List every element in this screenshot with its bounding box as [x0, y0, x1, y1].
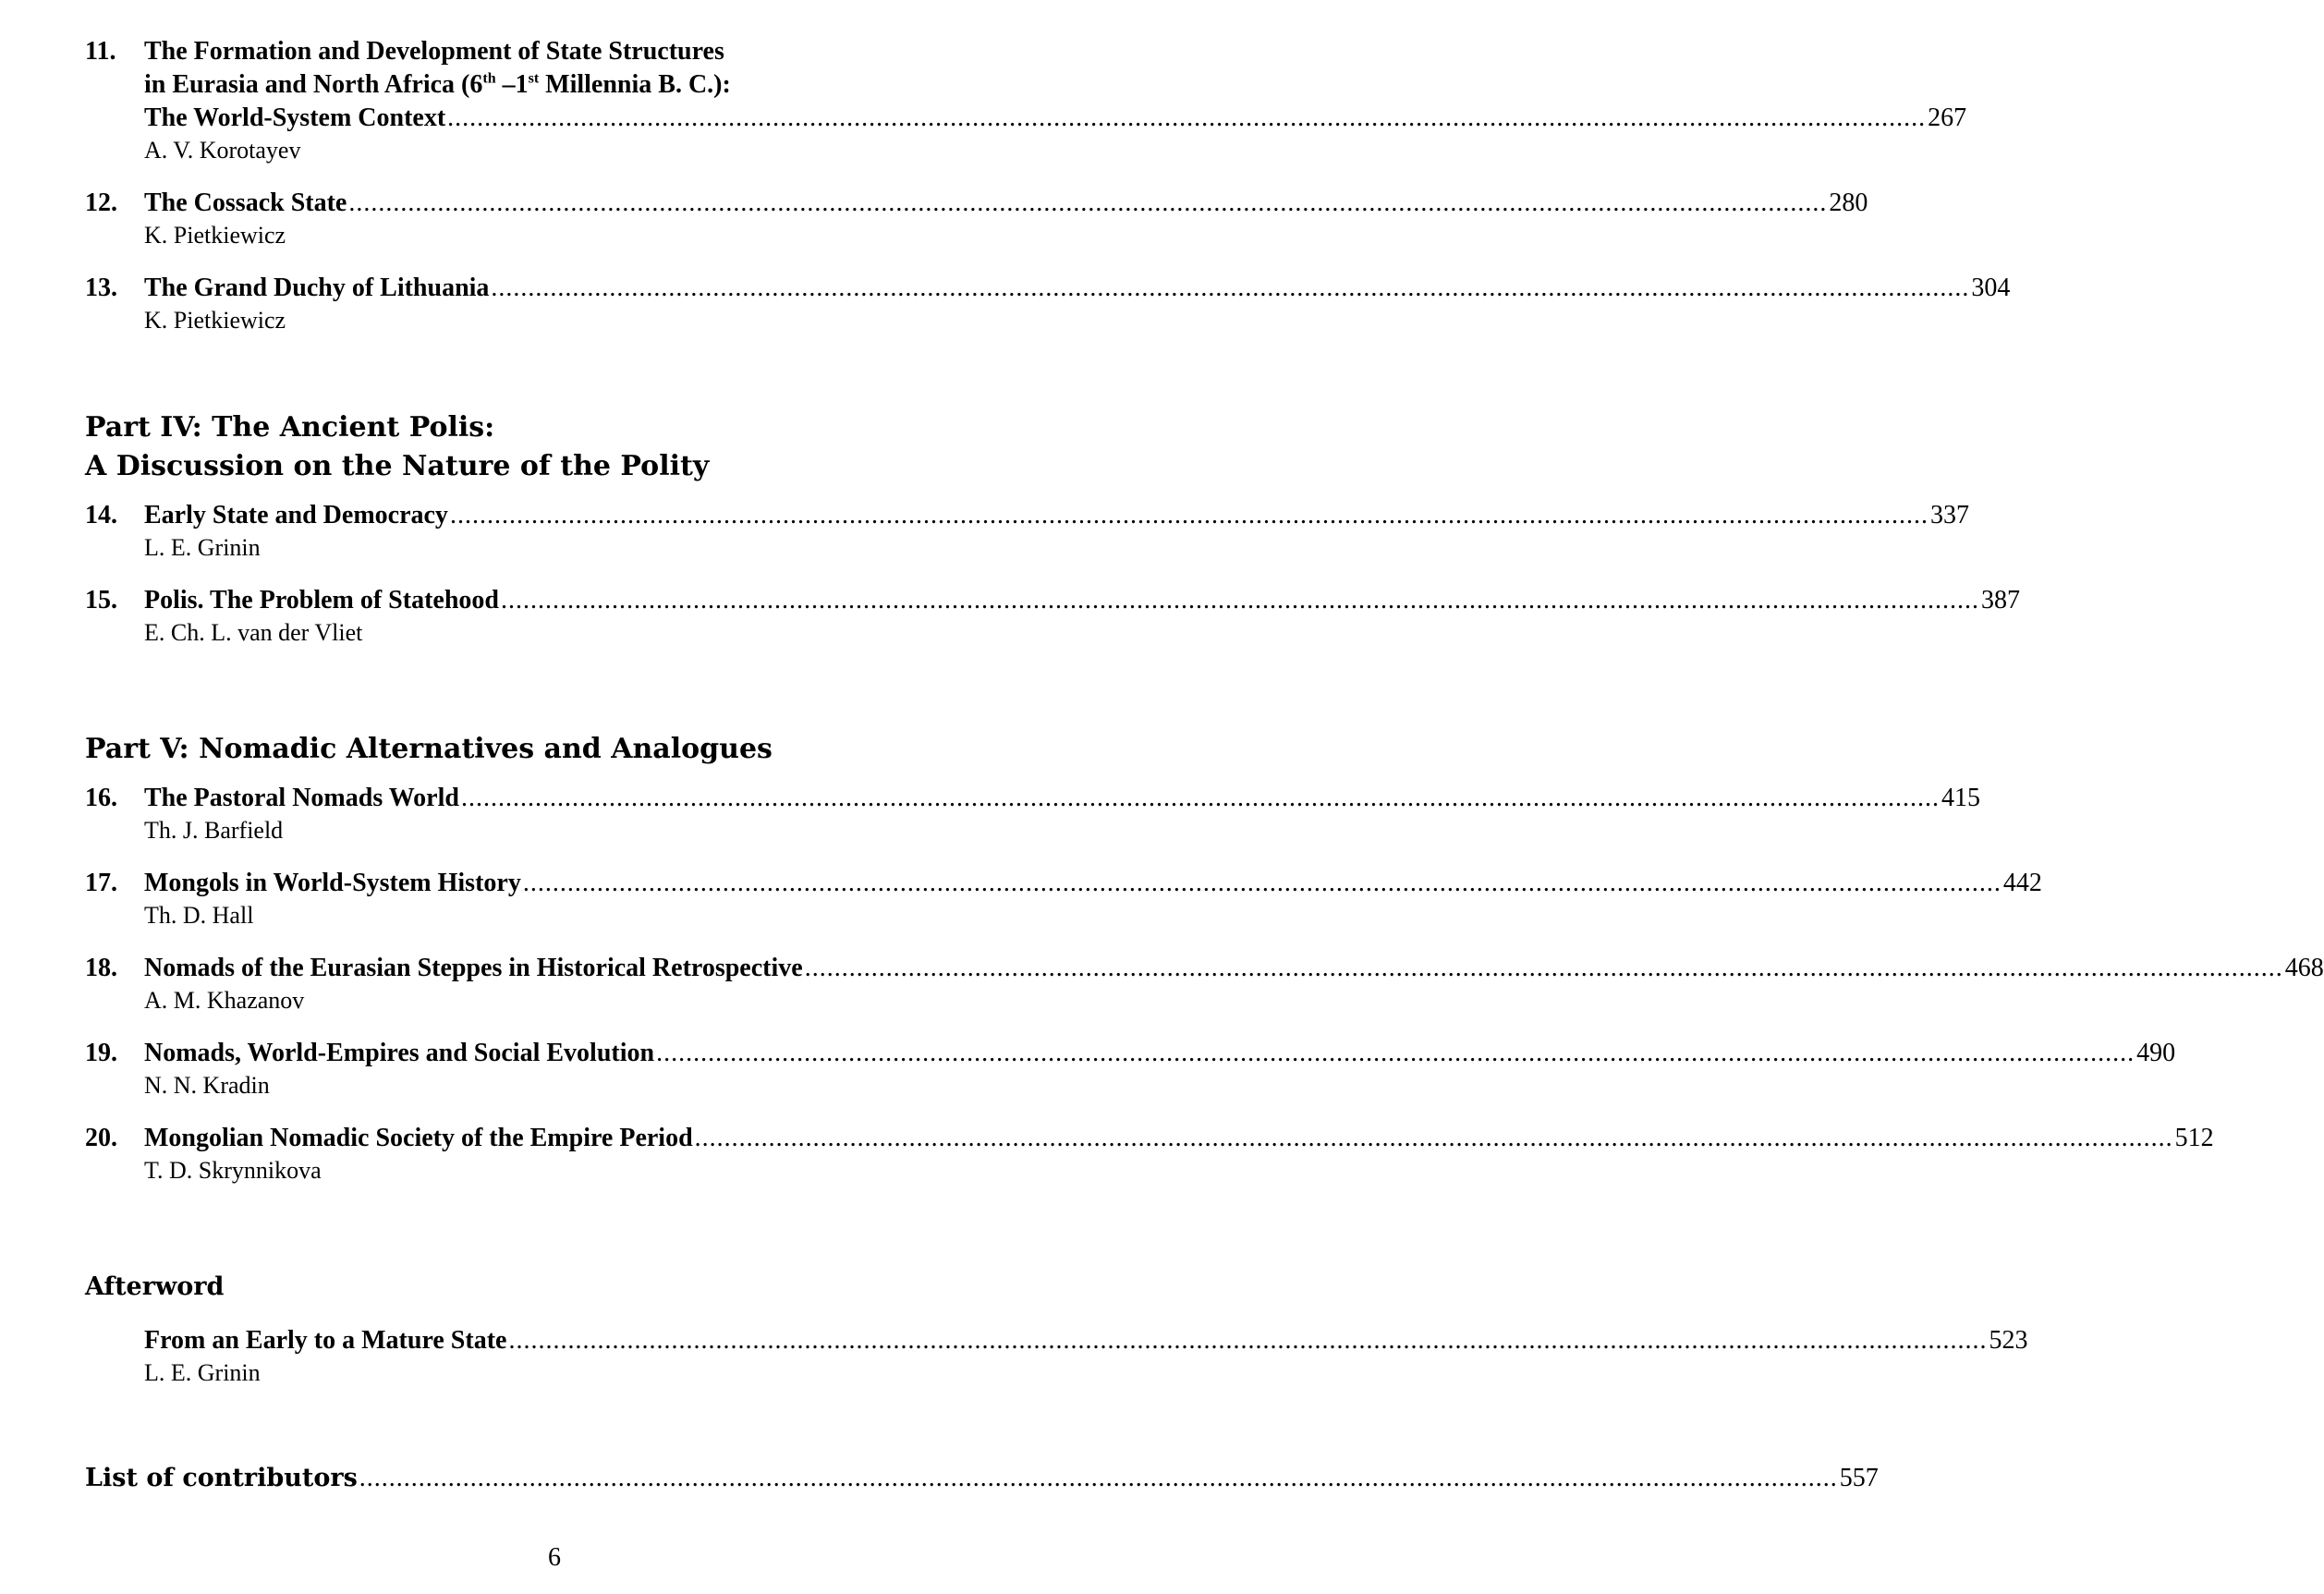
page-ref: 490 [2136, 1039, 2176, 1067]
entry-title: Early State and Democracy ..... 337 [144, 499, 1969, 532]
entry-number: 18. [85, 954, 117, 982]
toc-entry-afterword[interactable] [85, 1324, 2028, 1389]
entry-title-continued: The Formation and Development of State Structures in Eurasia and North Africa (6th –1st Millennia B. C.): [144, 37, 731, 99]
entry-title: Mongols in World-System History ..... 442 [144, 867, 2042, 900]
entry-title: The World-System Context ..... 267 [144, 102, 1966, 135]
toc-entry-15[interactable] [85, 584, 2020, 649]
toc-entry-20[interactable] [85, 1122, 2214, 1186]
entry-author: L. E. Grinin [144, 534, 261, 561]
entry-title: Nomads of the Eurasian Steppes in Historical Retrospective ..... 468 [144, 952, 2324, 985]
dot-leader [348, 187, 1827, 220]
toc-entry-18[interactable] [85, 952, 2324, 1016]
toc-section-part3-continued [85, 35, 2011, 357]
dot-leader [523, 867, 2002, 900]
dot-leader [461, 782, 1940, 815]
page-number: 6 [548, 1543, 561, 1572]
page-ref: 267 [1928, 103, 1967, 132]
entry-author: K. Pietkiewicz [144, 222, 286, 249]
dot-leader [359, 1462, 1838, 1495]
entry-number: 20. [85, 1124, 117, 1152]
entry-title: From an Early to a Mature State ..... 523 [144, 1324, 2027, 1357]
entry-number: 15. [85, 586, 117, 614]
page-ref: 415 [1941, 784, 1980, 812]
entry-number: 11. [85, 37, 116, 66]
afterword-heading: Afterword [85, 1272, 225, 1301]
toc-entry-13[interactable] [85, 272, 2011, 336]
dot-leader [450, 499, 1929, 532]
entry-number: 12. [85, 189, 117, 217]
entry-author: A. M. Khazanov [144, 987, 305, 1014]
entry-title: The Cossack State ..... 280 [144, 187, 1868, 220]
dot-leader [695, 1122, 2173, 1155]
dot-leader [805, 952, 2283, 985]
page-ref: 442 [2002, 869, 2042, 897]
page-ref: 387 [1980, 586, 2020, 614]
dot-leader [501, 584, 1979, 617]
page-ref: 523 [1989, 1326, 2028, 1355]
entry-author: E. Ch. L. van der Vliet [144, 619, 363, 646]
dot-leader [656, 1037, 2135, 1070]
toc-entry-19[interactable] [85, 1037, 2176, 1101]
toc-entry-17[interactable] [85, 867, 2042, 931]
toc-entry-14[interactable] [85, 499, 1969, 564]
entry-title: Nomads, World-Empires and Social Evolution ..... 490 [144, 1037, 2175, 1070]
toc-entry-16[interactable] [85, 782, 1980, 846]
toc-entry-contributors[interactable] [85, 1462, 1879, 1495]
toc-section-afterword [85, 1271, 2028, 1409]
entry-title: The Grand Duchy of Lithuania ..... 304 [144, 272, 2010, 305]
entry-title: Mongolian Nomadic Society of the Empire Period ..... 512 [144, 1122, 2214, 1155]
page-ref: 557 [1839, 1464, 1879, 1492]
entry-author: Th. D. Hall [144, 902, 254, 929]
dot-leader [491, 272, 1969, 305]
toc-section-part5 [85, 730, 2324, 1207]
page-ref: 512 [2174, 1124, 2214, 1152]
part-heading: Part IV: The Ancient Polis: A Discussion on the Nature of the Polity [85, 411, 710, 482]
page-ref: 280 [1829, 189, 1868, 217]
entry-title: Polis. The Problem of Statehood ..... 387 [144, 584, 2020, 617]
entry-title: List of contributors ..... 557 [85, 1462, 1035, 1495]
page-ref: 337 [1929, 501, 1969, 529]
toc-entry-11[interactable] [85, 35, 1967, 166]
entry-number: 13. [85, 274, 117, 302]
dot-leader [508, 1324, 1987, 1357]
entry-author: T. D. Skrynnikova [144, 1157, 322, 1184]
entry-author: Th. J. Barfield [144, 817, 284, 844]
entry-number: 19. [85, 1039, 117, 1067]
entry-author: L. E. Grinin [144, 1359, 261, 1386]
entry-number: 14. [85, 501, 117, 529]
entry-author: A. V. Korotayev [144, 137, 301, 164]
page-ref: 468 [2284, 954, 2324, 982]
toc-entry-12[interactable] [85, 187, 1868, 251]
part-heading: Part V: Nomadic Alternatives and Analogues [85, 733, 773, 765]
entry-author: K. Pietkiewicz [144, 307, 286, 334]
entry-author: N. N. Kradin [144, 1072, 270, 1099]
entry-number: 16. [85, 784, 117, 812]
toc-section-part4 [85, 408, 2020, 669]
dot-leader [447, 102, 1926, 135]
entry-number: 17. [85, 869, 117, 897]
entry-title: The Pastoral Nomads World ..... 415 [144, 782, 1980, 815]
page-ref: 304 [1971, 274, 2011, 302]
